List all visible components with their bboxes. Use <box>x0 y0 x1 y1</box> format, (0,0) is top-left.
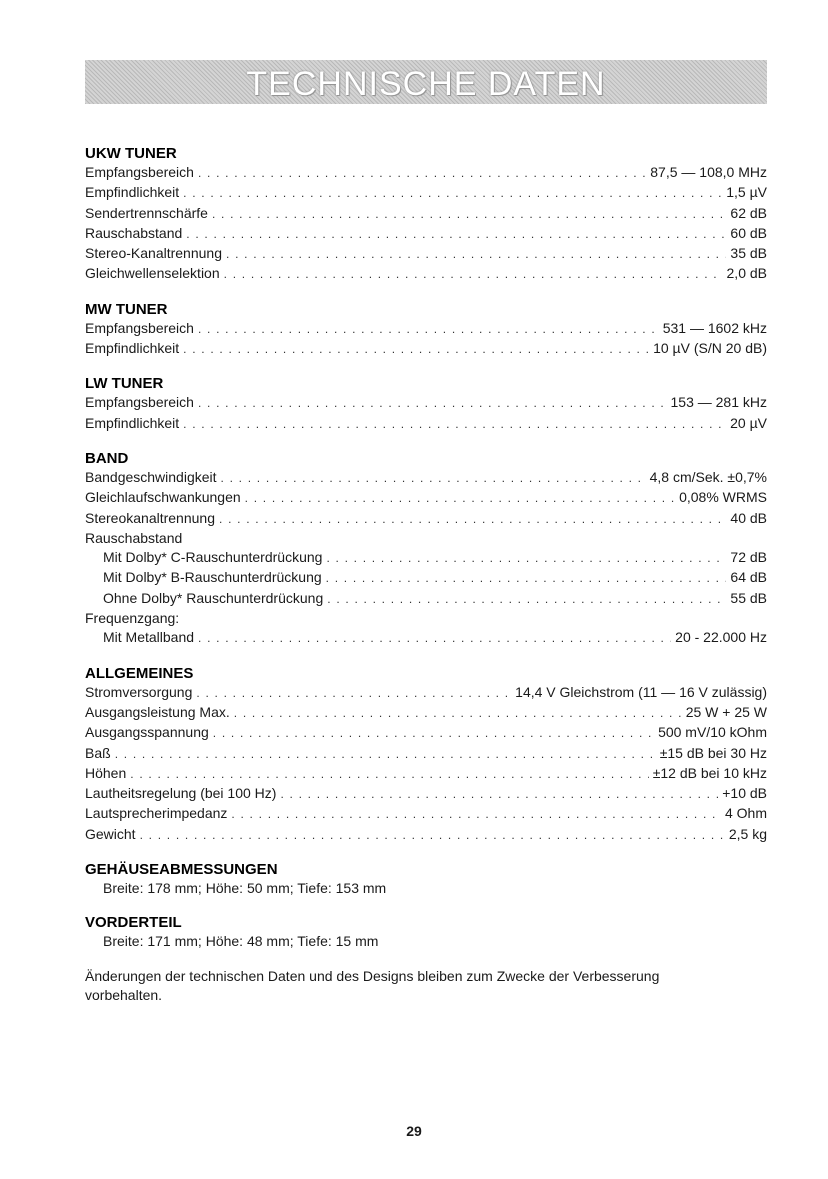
spec-row <box>85 339 767 359</box>
spec-value: 40 dB <box>730 509 767 526</box>
leader-dots <box>186 225 726 244</box>
spec-row <box>85 468 767 488</box>
leader-dots <box>245 489 675 508</box>
section-title: VORDERTEIL <box>85 914 182 932</box>
spec-row <box>85 163 767 183</box>
section-vorderteil <box>85 913 767 951</box>
spec-label: Gewicht <box>85 825 136 842</box>
spec-value: 60 dB <box>730 224 767 241</box>
section-gehaeuseabmessungen <box>85 860 767 898</box>
spec-value: 2,0 dB <box>726 265 767 282</box>
leader-dots <box>115 745 656 764</box>
leader-dots <box>231 805 721 824</box>
leader-dots <box>198 629 671 648</box>
spec-row <box>85 628 767 648</box>
spec-row <box>85 568 767 588</box>
spec-value: 500 mV/10 kOhm <box>658 724 767 741</box>
spec-label: Ausgangsspannung <box>85 724 209 741</box>
section-title: BAND <box>85 449 129 467</box>
spec-row <box>85 784 767 804</box>
page-number: 29 <box>406 1123 422 1139</box>
spec-value: 531 — 1602 kHz <box>662 319 767 336</box>
spec-value: 4,8 cm/Sek. ±0,7% <box>649 468 767 485</box>
section-band <box>85 449 767 649</box>
spec-row <box>85 548 767 568</box>
spec-value: 0,08% WRMS <box>679 489 767 506</box>
spec-label: Stereo-Kanaltrennung <box>85 245 222 262</box>
spec-label: Empfindlichkeit <box>85 414 180 431</box>
spec-row <box>85 703 767 723</box>
spec-label: Mit Dolby* C-Rauschunterdrückung <box>103 549 323 566</box>
spec-label: Empfangsbereich <box>85 164 194 180</box>
spec-label: Ohne Dolby* Rauschunterdrückung <box>103 589 324 606</box>
spec-value: 153 — 281 kHz <box>670 394 767 411</box>
leader-dots <box>224 265 723 284</box>
leader-dots <box>183 415 726 434</box>
spec-row <box>85 744 767 764</box>
disclaimer-note: Änderungen der technischen Daten und des Designs bleiben zum Zwecke der Verbesserung vorbehalten. <box>85 967 660 1003</box>
section-mw-tuner <box>85 300 767 360</box>
spec-row <box>85 414 767 434</box>
leader-dots <box>198 164 646 183</box>
leader-dots <box>327 590 726 609</box>
spec-label: Mit Dolby* B-Rauschunterdrückung <box>103 569 322 586</box>
title-banner <box>85 60 767 104</box>
spec-label: Lautsprecherimpedanz <box>85 805 228 822</box>
spec-value: 62 dB <box>730 204 767 221</box>
leader-dots <box>140 826 725 845</box>
leader-dots <box>234 704 682 723</box>
spec-value: 35 dB <box>730 245 767 262</box>
spec-value: 87,5 — 108,0 MHz <box>650 164 767 180</box>
spec-value: 64 dB <box>730 569 767 586</box>
section-title: UKW TUNER <box>85 145 177 162</box>
spec-label: Stereokanaltrennung <box>85 509 215 526</box>
spec-row <box>85 509 767 529</box>
section-ukw-tuner <box>85 144 767 285</box>
spec-value: +10 dB <box>722 785 767 802</box>
spec-value: ±15 dB bei 30 Hz <box>659 744 767 761</box>
leader-dots <box>198 394 667 413</box>
spec-row <box>85 683 767 703</box>
section-title: MW TUNER <box>85 300 168 318</box>
spec-value: 4 Ohm <box>724 805 767 822</box>
leader-dots <box>196 684 511 703</box>
spec-label: Rauschabstand <box>85 224 183 241</box>
spec-label: Empfindlichkeit <box>85 184 180 201</box>
spec-value: 14,4 V Gleichstrom (11 — 16 V zulässig) <box>515 683 767 700</box>
dimensions-text: Breite: 178 mm; Höhe: 50 mm; Tiefe: 153 mm <box>103 880 387 897</box>
spec-label: Bandgeschwindigkeit <box>85 468 217 485</box>
subgroup-label: Frequenzgang: <box>85 610 180 627</box>
spec-row <box>85 264 767 284</box>
spec-content <box>85 144 767 1005</box>
spec-label: Höhen <box>85 764 127 781</box>
spec-value: ±12 dB bei 10 kHz <box>652 764 767 781</box>
spec-row <box>85 764 767 784</box>
spec-value: 20 - 22.000 Hz <box>675 629 767 646</box>
spec-value: 20 µV <box>730 414 767 431</box>
spec-row <box>85 589 767 609</box>
spec-label: Empfangsbereich <box>85 394 194 411</box>
section-title: LW TUNER <box>85 375 164 393</box>
spec-value: 2,5 kg <box>728 825 767 842</box>
section-allgemeines <box>85 664 767 845</box>
spec-label: Ausgangsleistung Max. <box>85 703 230 720</box>
leader-dots <box>219 510 726 529</box>
spec-row <box>85 825 767 845</box>
leader-dots <box>198 320 659 339</box>
section-title: GEHÄUSEABMESSUNGEN <box>85 861 278 879</box>
section-title: ALLGEMEINES <box>85 664 194 682</box>
leader-dots <box>226 245 726 264</box>
page-title: TECHNISCHE DATEN <box>246 65 606 103</box>
spec-row <box>85 204 767 224</box>
spec-row <box>85 224 767 244</box>
spec-row <box>85 393 767 413</box>
leader-dots <box>212 205 726 224</box>
dimensions-text: Breite: 171 mm; Höhe: 48 mm; Tiefe: 15 mm <box>103 933 379 950</box>
leader-dots <box>213 724 654 743</box>
leader-dots <box>221 469 646 488</box>
spec-value: 25 W + 25 W <box>685 703 767 720</box>
spec-value: 55 dB <box>730 589 767 606</box>
leader-dots <box>130 765 648 784</box>
spec-row <box>85 488 767 508</box>
spec-row <box>85 804 767 824</box>
leader-dots <box>183 184 722 203</box>
spec-row <box>85 244 767 264</box>
spec-row <box>85 183 767 203</box>
spec-value: 72 dB <box>730 549 767 566</box>
spec-label: Gleichlaufschwankungen <box>85 489 241 506</box>
leader-dots <box>326 569 727 588</box>
leader-dots <box>280 785 718 804</box>
spec-label: Gleichwellenselektion <box>85 265 220 282</box>
leader-dots <box>326 549 726 568</box>
spec-row <box>85 723 767 743</box>
spec-label: Lautheitsregelung (bei 100 Hz) <box>85 785 277 802</box>
spec-row <box>85 319 767 339</box>
leader-dots <box>183 340 649 359</box>
spec-value: 1,5 µV <box>726 184 767 201</box>
spec-label: Stromversorgung <box>85 683 193 700</box>
spec-value: 10 µV (S/N 20 dB) <box>653 340 767 357</box>
spec-label: Empfangsbereich <box>85 319 194 336</box>
section-lw-tuner <box>85 374 767 434</box>
subgroup-label: Rauschabstand <box>85 529 183 546</box>
spec-label: Empfindlichkeit <box>85 340 180 357</box>
spec-label: Baß <box>85 744 111 761</box>
spec-label: Sendertrennschärfe <box>85 204 208 221</box>
spec-label: Mit Metallband <box>103 629 195 646</box>
